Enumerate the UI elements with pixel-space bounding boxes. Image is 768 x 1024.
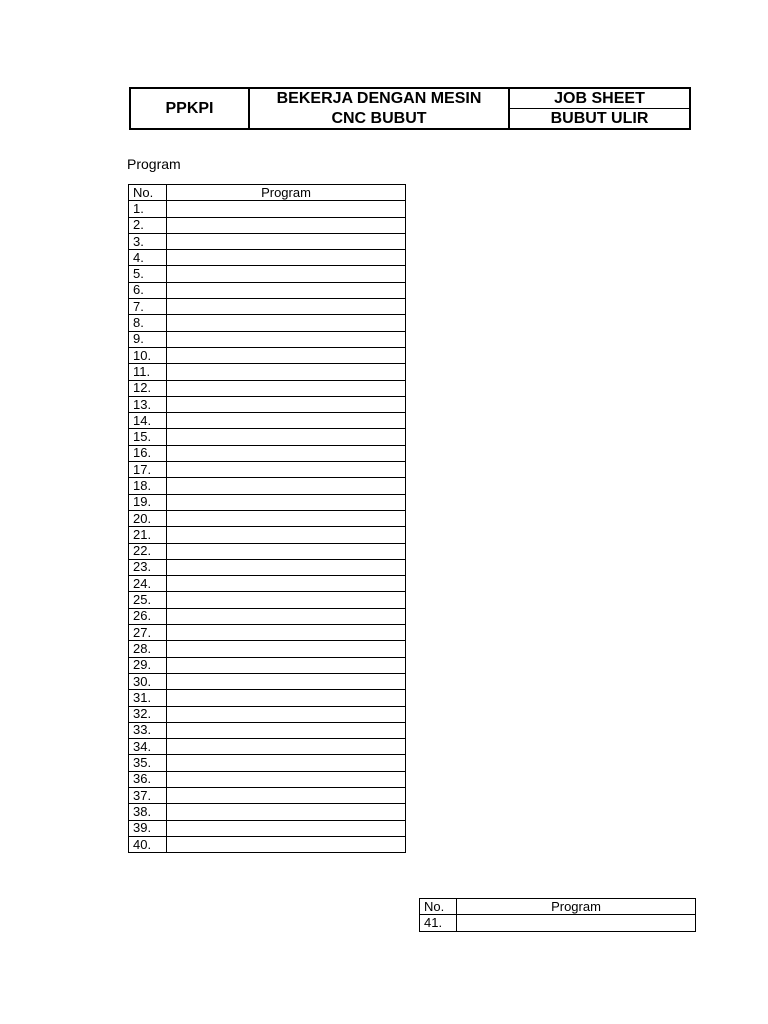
table-row [129,543,406,559]
program-entry-cell[interactable] [167,755,406,771]
program-entry-cell[interactable] [167,706,406,722]
row-number: 32. [129,706,167,722]
row-number: 12. [129,380,167,396]
row-number: 6. [129,282,167,298]
table-row [129,641,406,657]
table-row [129,429,406,445]
table-row [129,755,406,771]
program-table-continued [419,898,696,932]
program-entry-cell[interactable] [167,364,406,380]
column-header-no: No. [420,899,457,915]
table-row [129,722,406,738]
row-number: 3. [129,233,167,249]
program-entry-cell[interactable] [167,282,406,298]
table-row [129,217,406,233]
document-title [250,89,510,128]
program-entry-cell[interactable] [167,608,406,624]
row-number: 40. [129,836,167,852]
program-entry-cell[interactable] [167,527,406,543]
program-entry-cell[interactable] [167,494,406,510]
title-line-2: CNC BUBUT [331,109,427,127]
program-entry-cell[interactable] [167,217,406,233]
table-row [129,364,406,380]
program-entry-cell[interactable] [167,510,406,526]
row-number: 35. [129,755,167,771]
row-number: 27. [129,625,167,641]
title-line-1: BEKERJA DENGAN MESIN [276,89,482,107]
program-entry-cell[interactable] [167,445,406,461]
table-row [129,820,406,836]
program-entry-cell[interactable] [167,820,406,836]
column-header-program: Program [457,899,696,915]
column-header-no: No. [129,185,167,201]
program-entry-cell[interactable] [167,250,406,266]
table-row [129,608,406,624]
table-row [129,347,406,363]
program-entry-cell[interactable] [167,657,406,673]
section-label: Program [127,156,181,172]
row-number: 21. [129,527,167,543]
org-name: PPKPI [131,89,250,128]
row-number: 7. [129,299,167,315]
program-entry-cell[interactable] [167,396,406,412]
program-entry-cell[interactable] [167,413,406,429]
table-row [420,915,696,931]
row-number: 41. [420,915,457,931]
table-row [129,282,406,298]
row-number: 8. [129,315,167,331]
table-row [129,250,406,266]
job-info [510,89,689,128]
row-number: 2. [129,217,167,233]
table-row [129,576,406,592]
program-entry-cell[interactable] [167,543,406,559]
row-number: 14. [129,413,167,429]
row-number: 20. [129,510,167,526]
row-number: 19. [129,494,167,510]
column-header-program: Program [167,185,406,201]
row-number: 17. [129,462,167,478]
row-number: 13. [129,396,167,412]
table-row [129,233,406,249]
row-number: 9. [129,331,167,347]
row-number: 1. [129,201,167,217]
row-number: 18. [129,478,167,494]
program-entry-cell[interactable] [167,690,406,706]
table-row [129,266,406,282]
table-row [129,804,406,820]
row-number: 28. [129,641,167,657]
program-entry-cell[interactable] [457,915,696,931]
row-number: 25. [129,592,167,608]
program-entry-cell[interactable] [167,299,406,315]
table-row [129,201,406,217]
row-number: 39. [129,820,167,836]
row-number: 34. [129,739,167,755]
row-number: 5. [129,266,167,282]
table-row [129,771,406,787]
program-entry-cell[interactable] [167,592,406,608]
program-entry-cell[interactable] [167,673,406,689]
row-number: 23. [129,559,167,575]
row-number: 36. [129,771,167,787]
row-number: 10. [129,347,167,363]
row-number: 16. [129,445,167,461]
program-entry-cell[interactable] [167,722,406,738]
row-number: 15. [129,429,167,445]
program-entry-cell[interactable] [167,739,406,755]
row-number: 4. [129,250,167,266]
row-number: 38. [129,804,167,820]
program-entry-cell[interactable] [167,266,406,282]
row-number: 24. [129,576,167,592]
table-row [129,673,406,689]
table-row [129,396,406,412]
program-entry-cell[interactable] [167,233,406,249]
document-header [129,87,691,130]
program-entry-cell[interactable] [167,201,406,217]
table-row [129,462,406,478]
table-row [129,331,406,347]
row-number: 30. [129,673,167,689]
table-header-row [420,899,696,915]
table-row [129,559,406,575]
table-row [129,739,406,755]
table-row [129,690,406,706]
program-entry-cell[interactable] [167,331,406,347]
program-entry-cell[interactable] [167,315,406,331]
table-row [129,527,406,543]
table-row [129,592,406,608]
table-row [129,510,406,526]
program-table [128,184,406,853]
row-number: 33. [129,722,167,738]
row-number: 11. [129,364,167,380]
program-entry-cell[interactable] [167,559,406,575]
table-row [129,413,406,429]
program-entry-cell[interactable] [167,347,406,363]
table-row [129,380,406,396]
program-entry-cell[interactable] [167,787,406,803]
row-number: 22. [129,543,167,559]
program-entry-cell[interactable] [167,462,406,478]
program-entry-cell[interactable] [167,641,406,657]
table-row [129,657,406,673]
job-name: BUBUT ULIR [550,109,649,127]
table-row [129,478,406,494]
program-entry-cell[interactable] [167,380,406,396]
row-number: 26. [129,608,167,624]
row-number: 37. [129,787,167,803]
table-row [129,445,406,461]
table-row [129,787,406,803]
table-row [129,299,406,315]
program-entry-cell[interactable] [167,771,406,787]
program-entry-cell[interactable] [167,478,406,494]
table-row [129,315,406,331]
table-row [129,625,406,641]
table-row [129,706,406,722]
program-entry-cell[interactable] [167,836,406,852]
row-number: 31. [129,690,167,706]
program-entry-cell[interactable] [167,429,406,445]
row-number: 29. [129,657,167,673]
program-entry-cell[interactable] [167,625,406,641]
doc-type: JOB SHEET [510,89,689,109]
program-entry-cell[interactable] [167,804,406,820]
table-row [129,494,406,510]
table-header-row [129,185,406,201]
table-row [129,836,406,852]
program-entry-cell[interactable] [167,576,406,592]
